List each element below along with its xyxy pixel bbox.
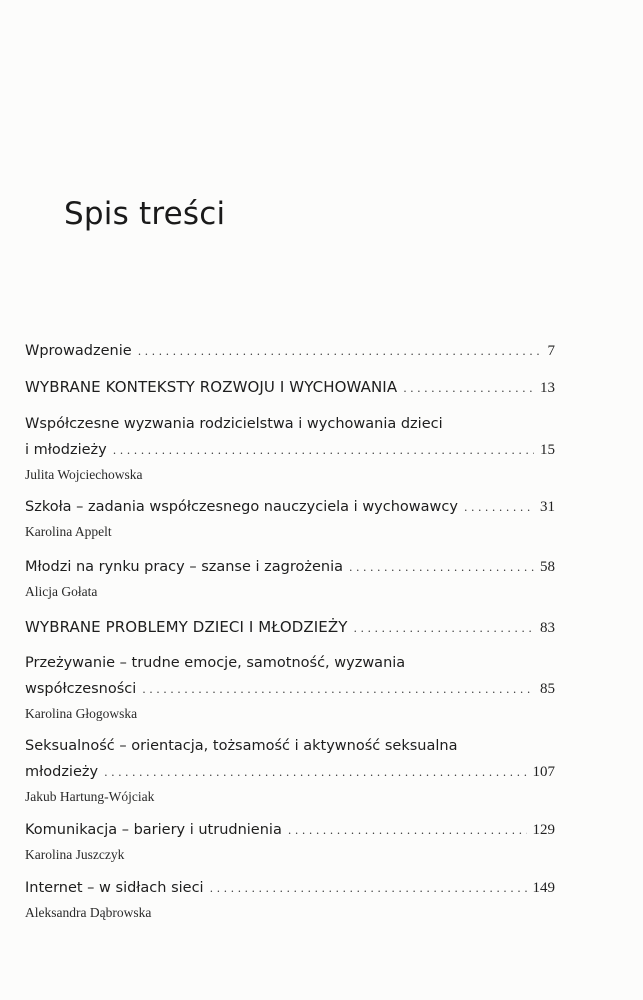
toc-entry-author: Karolina Juszczyk — [25, 847, 125, 862]
toc-entry-line — [25, 676, 555, 702]
dot-leader — [138, 339, 542, 365]
dot-leader — [210, 876, 527, 902]
toc-entry-title: Komunikacja – bariery i utrudnienia — [25, 822, 282, 838]
toc-entry-title-line1: Współczesne wyzwania rodzicielstwa i wychowania dzieci — [25, 416, 443, 432]
toc-entry-author: Jakub Hartung-Wójciak — [25, 789, 155, 804]
toc-entry-author: Aleksandra Dąbrowska — [25, 905, 152, 920]
toc-entry-line — [25, 554, 555, 580]
toc-entry-title-line1: Seksualność – orientacja, tożsamość i aktywność seksualna — [25, 738, 458, 754]
toc-entry-title-line2: współczesności — [25, 681, 137, 697]
dot-leader — [288, 818, 527, 844]
toc-entry-line — [25, 374, 555, 400]
toc-page-number: 15 — [540, 442, 555, 458]
toc-entry-introduction — [25, 338, 555, 364]
toc-page-number: 58 — [540, 559, 555, 575]
toc-page-number: 13 — [540, 380, 555, 396]
dot-leader — [349, 555, 534, 581]
toc-entry-title: Szkoła – zadania współczesnego nauczyciela i wychowawcy — [25, 499, 458, 515]
dot-leader — [403, 376, 534, 402]
toc-part-title: WYBRANE PROBLEMY DZIECI I MŁODZIEŻY — [25, 618, 348, 636]
toc-entry-line — [25, 875, 555, 901]
toc-entry-title: Młodzi na rynku pracy – szanse i zagrożenia — [25, 559, 344, 575]
dot-leader — [464, 495, 534, 521]
toc-page-number: 7 — [547, 343, 555, 359]
toc-entry-author: Alicja Gołata — [25, 584, 98, 599]
toc-entry-line — [25, 817, 555, 843]
toc-entry-sexuality — [25, 733, 555, 807]
toc-entry-author: Julita Wojciechowska — [25, 467, 143, 482]
toc-entry-line — [25, 437, 555, 463]
dot-leader — [354, 616, 534, 642]
toc-page-number: 85 — [540, 681, 555, 697]
toc-entry-title-line2: i młodzieży — [25, 442, 107, 458]
toc-part-heading-problems — [25, 614, 555, 640]
dot-leader — [142, 677, 534, 703]
toc-entry-line — [25, 759, 555, 785]
toc-entry-school — [25, 494, 555, 542]
dot-leader — [104, 760, 526, 786]
toc-entry-parenting — [25, 411, 555, 485]
toc-entry-internet — [25, 875, 555, 923]
toc-entry-title-line1: Przeżywanie – trudne emocje, samotność, wyzwania — [25, 655, 406, 671]
page-title: Spis treści — [64, 196, 226, 232]
toc-page-number: 107 — [532, 764, 555, 780]
toc-entry-line — [25, 614, 555, 640]
toc-page-number: 83 — [540, 620, 555, 636]
toc-entry-title: Wprowadzenie — [25, 343, 132, 359]
toc-page-number: 149 — [532, 880, 555, 896]
toc-entry-labor-market — [25, 554, 555, 602]
dot-leader — [113, 438, 534, 464]
toc-entry-title: Internet – w sidłach sieci — [25, 880, 204, 896]
toc-entry-title-line2: młodzieży — [25, 764, 99, 780]
toc-entry-communication — [25, 817, 555, 865]
toc-page-number: 31 — [540, 499, 555, 515]
toc-entry-author: Karolina Appelt — [25, 524, 112, 539]
toc-entry-author: Karolina Głogowska — [25, 706, 138, 721]
toc-page-number: 129 — [532, 822, 555, 838]
toc-entry-experiencing — [25, 650, 555, 724]
toc-part-heading-contexts — [25, 374, 555, 400]
toc-entry-line — [25, 494, 555, 520]
toc-entry-line — [25, 338, 555, 364]
toc-part-title: WYBRANE KONTEKSTY ROZWOJU I WYCHOWANIA — [25, 378, 398, 396]
